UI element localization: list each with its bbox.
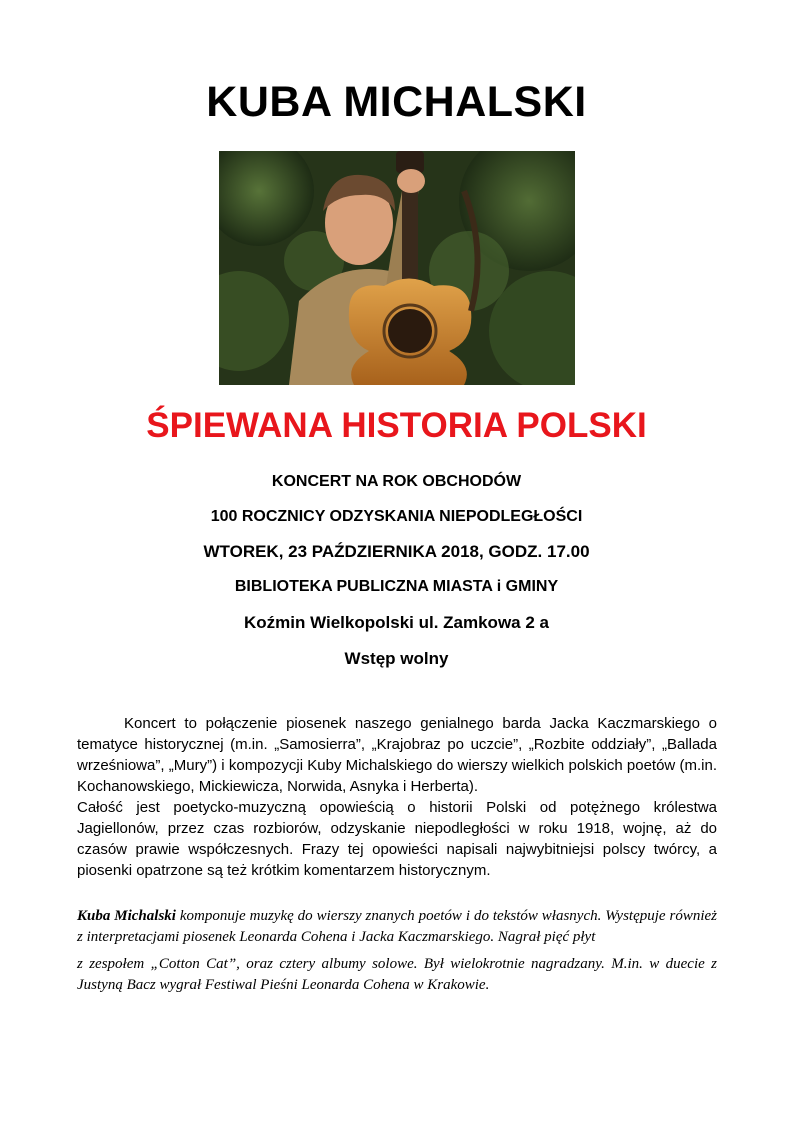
event-line-anniversary: 100 ROCZNICY ODZYSKANIA NIEPODLEGŁOŚCI xyxy=(210,508,583,525)
event-line-address: Koźmin Wielkopolski ul. Zamkowa 2 a xyxy=(244,613,549,632)
event-line-venue: BIBLIOTEKA PUBLICZNA MIASTA i GMINY xyxy=(234,578,559,595)
description-paragraph-1: Koncert to połączenie piosenek naszego genialnego barda Jacka Kaczmarskiego o tematyce historycznej (m.in. „Samosierra”, „Krajobraz po uczcie”, „Rozbite oddziały”, „Ballada wrześniowa”, „Mury”) i kompozycji Kuby Michalskiego do wierszy wielkich polskich poetów (m.in. Kochanowskiego, Mickiewicza, Norwida, Asnyka i Herberta). xyxy=(77,715,717,795)
performer-photo xyxy=(219,151,575,385)
event-line-admission: Wstęp wolny xyxy=(344,649,449,668)
bio-paragraph-2: z zespołem „Cotton Cat”, oraz cztery albumy solowe. Był wielokrotnie nagradzany. M.in. w duecie z Justyną Bacz wygrał Festiwal Pieśni Leonarda Cohena w Krakowie. xyxy=(77,956,717,993)
concert-title: ŚPIEWANA HISTORIA POLSKI xyxy=(146,406,647,445)
guitarist-illustration xyxy=(219,151,575,385)
event-line-occasion: KONCERT NA ROK OBCHODÓW xyxy=(271,473,522,490)
performer-name-title: KUBA MICHALSKI xyxy=(206,78,587,126)
bio-text-1: komponuje muzykę do wierszy znanych poetów i do tekstów własnych. Występuje również z interpretacjami piosenek Leonarda Cohena i Jacka Kaczmarskiego. Nagrał pięć płyt xyxy=(77,908,717,945)
description-paragraph-2: Całość jest poetycko-muzyczną opowieścią o historii Polski od potężnego królestwa Jagiellonów, przez czas rozbiorów, odzyskanie niepodległości w roku 1918, wojnę, aż do czasów prawie współczesnych. Frazy tej opowieści napisali najwybitniejsi polscy twórcy, a piosenki opatrzone są też krótkim komentarzem historycznym. xyxy=(77,799,717,879)
event-line-date-time: WTOREK, 23 PAŹDZIERNIKA 2018, GODZ. 17.00 xyxy=(203,542,590,561)
bio-paragraph-1 xyxy=(77,906,717,948)
bio-name: Kuba Michalski xyxy=(77,908,176,924)
